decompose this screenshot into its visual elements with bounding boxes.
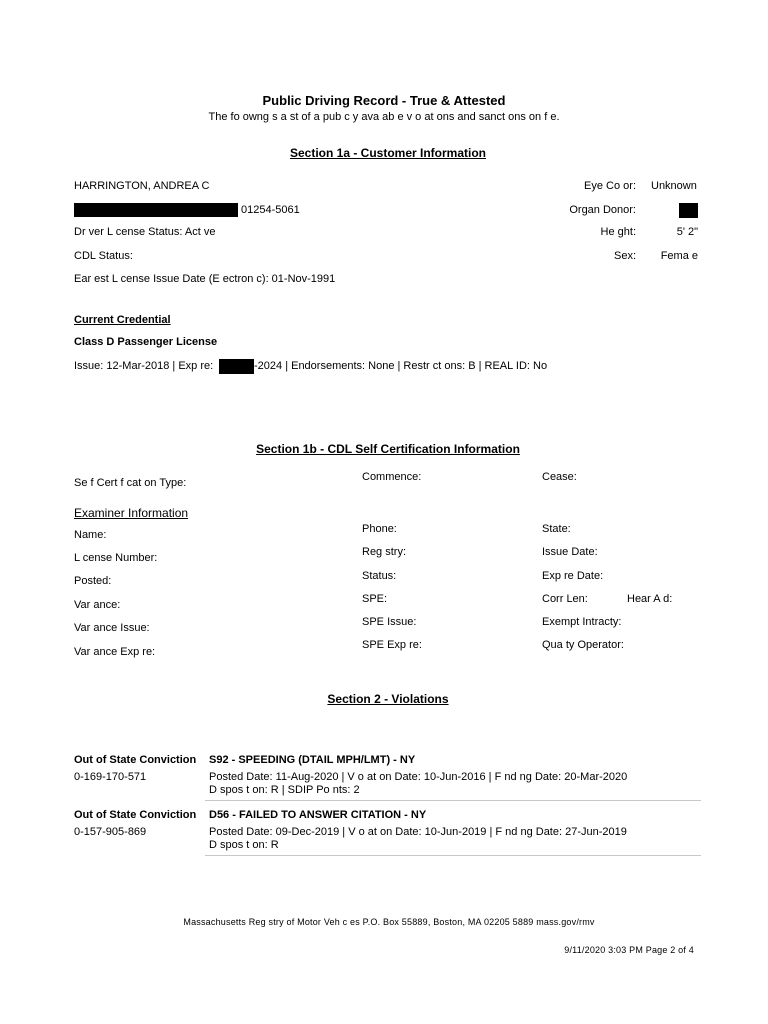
height-value: 5' 2" (676, 226, 698, 238)
registry-label: Reg stry: (362, 546, 407, 558)
eye-color-label: Eye Co or: (584, 180, 636, 192)
document-title: Public Driving Record - True & Attested (262, 93, 506, 108)
examiner-name-label: Name: (74, 529, 107, 541)
customer-name: HARRINGTON, ANDREA C (74, 180, 210, 192)
credential-issue-expire: Issue: 12-Mar-2018 | Exp re: (74, 360, 214, 372)
variance-label: Var ance: (74, 599, 121, 611)
exempt-intracity-label: Exempt Intracty: (542, 616, 622, 628)
credential-class: Class D Passenger License (74, 336, 218, 348)
sex-label: Sex: (613, 250, 636, 262)
customer-id: 01254-5061 (241, 204, 300, 216)
issue-date-label: Issue Date: (542, 546, 598, 558)
redaction-id (74, 203, 238, 217)
self-cert-type: Se f Cert f cat on Type: (74, 477, 187, 489)
footer-address: Massachusetts Reg stry of Motor Veh c es P.O. Box 55889, Boston, MA 02205 5889 mass.gov/rmv (183, 917, 595, 927)
sex-value: Fema e (660, 250, 698, 262)
license-number-label: L cense Number: (74, 552, 158, 564)
hear-aid-label: Hear A d: (627, 593, 673, 605)
organ-donor-label: Organ Donor: (569, 204, 636, 216)
violation-disposition: D spos t on: R (209, 839, 279, 851)
status-label: Status: (362, 570, 397, 582)
section-2-heading: Section 2 - Violations (327, 692, 449, 706)
corr-len-label: Corr Len: (542, 593, 588, 605)
document-subtitle: The fo owng s a st of a pub c y ava ab e v o at ons and sanct ons on f e. (208, 111, 560, 123)
violation-dates: Posted Date: 11-Aug-2020 | V o at on Date: 10-Jun-2016 | F nd ng Date: 20-Mar-2020 (209, 771, 628, 783)
license-status: Dr ver L cense Status: Act ve (74, 226, 216, 238)
footer-page-info: 9/11/2020 3:03 PM Page 2 of 4 (564, 945, 694, 955)
current-credential-heading: Current Credential (74, 314, 171, 326)
variance-expire-label: Var ance Exp re: (74, 646, 156, 658)
redaction-organ-donor (679, 203, 698, 218)
phone-label: Phone: (362, 523, 397, 535)
cease-label: Cease: (542, 471, 577, 483)
state-label: State: (542, 523, 571, 535)
violation-dates: Posted Date: 09-Dec-2019 | V o at on Date: 10-Jun-2019 | F nd ng Date: 27-Jun-2019 (209, 826, 627, 838)
variance-issue-label: Var ance Issue: (74, 622, 150, 634)
expire-date-label: Exp re Date: (542, 570, 604, 582)
height-label: He ght: (600, 226, 636, 238)
credential-endorsements: -2024 | Endorsements: None | Restr ct ons: B | REAL ID: No (254, 360, 548, 372)
violation-divider (205, 855, 701, 856)
violation-type: Out of State Conviction (74, 754, 197, 766)
section-1b-heading: Section 1b - CDL Self Certification Information (256, 442, 520, 456)
section-1a-heading: Section 1a - Customer Information (289, 146, 487, 160)
spe-label: SPE: (362, 593, 388, 605)
earliest-issue-date: Ear est L cense Issue Date (E ectron c): 01-Nov-1991 (74, 273, 336, 285)
violation-disposition: D spos t on: R | SDIP Po nts: 2 (209, 784, 360, 796)
violation-ref: 0-169-170-571 (74, 771, 147, 783)
eye-color-value: Unknown (651, 180, 697, 192)
quality-operator-label: Qua ty Operator: (542, 639, 624, 651)
violation-code: D56 - FAILED TO ANSWER CITATION - NY (209, 809, 427, 821)
spe-issue-label: SPE Issue: (362, 616, 417, 628)
cdl-status: CDL Status: (74, 250, 133, 262)
violation-code: S92 - SPEEDING (DTAIL MPH/LMT) - NY (209, 754, 416, 766)
posted-label: Posted: (74, 575, 112, 587)
commence-label: Commence: (362, 471, 422, 483)
violation-divider (205, 800, 701, 801)
violation-ref: 0-157-905-869 (74, 826, 147, 838)
violation-type: Out of State Conviction (74, 809, 197, 821)
redaction-expire-date (219, 359, 254, 374)
examiner-info-heading: Examiner Information (74, 506, 189, 520)
spe-expire-label: SPE Exp re: (362, 639, 422, 651)
